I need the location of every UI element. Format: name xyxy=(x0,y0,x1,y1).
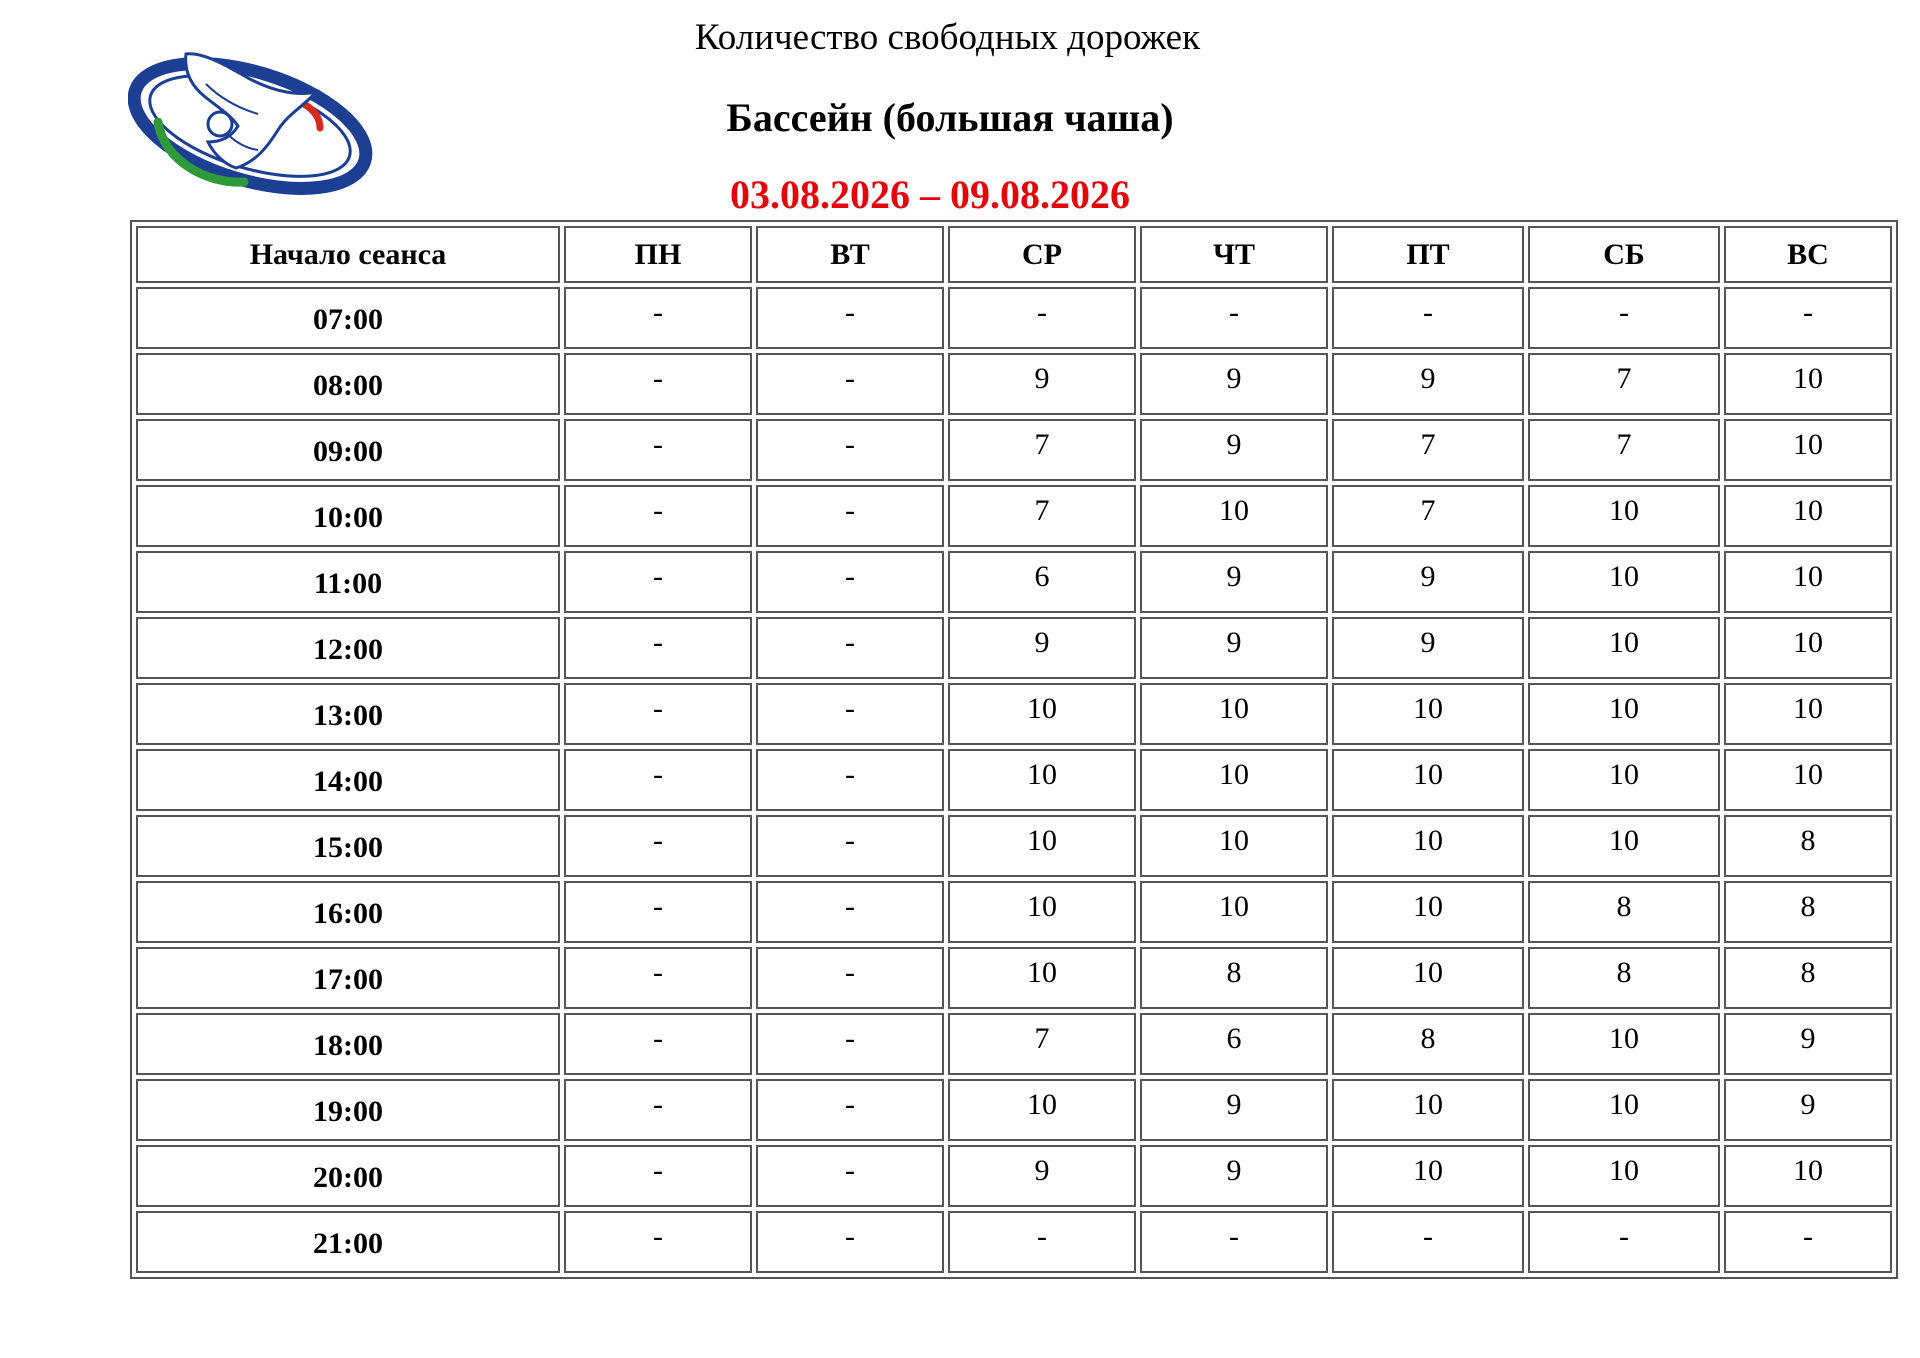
free-lanes-cell: 10 xyxy=(948,749,1136,811)
free-lanes-cell: 10 xyxy=(1332,815,1524,877)
free-lanes-cell: 8 xyxy=(1528,947,1720,1009)
free-lanes-cell: 6 xyxy=(1140,1013,1328,1075)
free-lanes-cell: 7 xyxy=(1528,419,1720,481)
free-lanes-cell: 7 xyxy=(948,419,1136,481)
table-row xyxy=(136,1013,1892,1075)
free-lanes-cell: 9 xyxy=(1140,353,1328,415)
free-lanes-cell: - xyxy=(756,551,944,613)
free-lanes-cell: - xyxy=(756,683,944,745)
table-row xyxy=(136,815,1892,877)
free-lanes-cell: 10 xyxy=(1332,881,1524,943)
free-lanes-cell: 10 xyxy=(1724,749,1892,811)
free-lanes-cell: 9 xyxy=(948,353,1136,415)
free-lanes-cell: 10 xyxy=(948,683,1136,745)
free-lanes-cell: 10 xyxy=(1528,485,1720,547)
free-lanes-cell: 9 xyxy=(1140,419,1328,481)
session-time-cell: 15:00 xyxy=(136,815,560,877)
free-lanes-cell: - xyxy=(1528,1211,1720,1273)
free-lanes-cell: - xyxy=(756,947,944,1009)
session-time-cell: 14:00 xyxy=(136,749,560,811)
free-lanes-cell: 7 xyxy=(1332,419,1524,481)
free-lanes-cell: 9 xyxy=(1332,353,1524,415)
free-lanes-cell: 7 xyxy=(1528,353,1720,415)
free-lanes-cell: 10 xyxy=(1332,683,1524,745)
table-row xyxy=(136,1079,1892,1141)
free-lanes-cell: - xyxy=(756,881,944,943)
free-lanes-cell: 10 xyxy=(948,881,1136,943)
session-time-cell: 09:00 xyxy=(136,419,560,481)
table-row xyxy=(136,749,1892,811)
free-lanes-cell: 10 xyxy=(948,815,1136,877)
free-lanes-cell: - xyxy=(564,881,752,943)
free-lanes-cell: 10 xyxy=(948,947,1136,1009)
free-lanes-cell: 10 xyxy=(1528,1013,1720,1075)
free-lanes-cell: 10 xyxy=(1528,1079,1720,1141)
session-time-cell: 07:00 xyxy=(136,287,560,349)
document-title: Количество свободных дорожек xyxy=(694,17,1201,58)
free-lanes-cell: - xyxy=(1332,1211,1524,1273)
column-header-mon: ПН xyxy=(564,226,752,283)
session-time-cell: 10:00 xyxy=(136,485,560,547)
table-row xyxy=(136,617,1892,679)
free-lanes-cell: 10 xyxy=(1332,749,1524,811)
free-lanes-cell: 10 xyxy=(1332,947,1524,1009)
table-row xyxy=(136,947,1892,1009)
column-header-session-start: Начало сеанса xyxy=(136,226,560,283)
free-lanes-cell: - xyxy=(756,1013,944,1075)
free-lanes-cell: - xyxy=(564,287,752,349)
free-lanes-cell: - xyxy=(564,815,752,877)
free-lanes-cell: 10 xyxy=(1724,419,1892,481)
free-lanes-cell: 7 xyxy=(948,485,1136,547)
free-lanes-cell: - xyxy=(564,353,752,415)
table-row xyxy=(136,881,1892,943)
free-lanes-cell: 10 xyxy=(1332,1079,1524,1141)
free-lanes-cell: - xyxy=(1724,1211,1892,1273)
free-lanes-cell: - xyxy=(756,287,944,349)
session-time-cell: 20:00 xyxy=(136,1145,560,1207)
free-lanes-cell: 9 xyxy=(1332,617,1524,679)
free-lanes-cell: - xyxy=(564,617,752,679)
free-lanes-cell: 10 xyxy=(1332,1145,1524,1207)
free-lanes-cell: - xyxy=(564,485,752,547)
free-lanes-cell: 10 xyxy=(1528,683,1720,745)
table-header-row xyxy=(136,226,1892,283)
table-row xyxy=(136,353,1892,415)
free-lanes-cell: - xyxy=(756,353,944,415)
session-time-cell: 16:00 xyxy=(136,881,560,943)
free-lanes-cell: - xyxy=(1140,287,1328,349)
table-row xyxy=(136,485,1892,547)
date-range: 03.08.2026 – 09.08.2026 xyxy=(730,172,1130,217)
free-lanes-cell: 10 xyxy=(1724,551,1892,613)
free-lanes-cell: - xyxy=(756,749,944,811)
session-time-cell: 08:00 xyxy=(136,353,560,415)
free-lanes-cell: 8 xyxy=(1140,947,1328,1009)
free-lanes-cell: 10 xyxy=(1528,551,1720,613)
table-row xyxy=(136,1145,1892,1207)
column-header-wed: СР xyxy=(948,226,1136,283)
free-lanes-cell: - xyxy=(756,815,944,877)
free-lanes-cell: 10 xyxy=(1724,683,1892,745)
free-lanes-cell: 8 xyxy=(1724,947,1892,1009)
free-lanes-cell: - xyxy=(564,551,752,613)
lanes-schedule-table xyxy=(130,220,1898,1279)
free-lanes-cell: 9 xyxy=(1140,1079,1328,1141)
free-lanes-cell: 9 xyxy=(1724,1013,1892,1075)
free-lanes-cell: - xyxy=(1724,287,1892,349)
free-lanes-cell: - xyxy=(564,947,752,1009)
free-lanes-cell: 10 xyxy=(1724,485,1892,547)
free-lanes-cell: 9 xyxy=(1724,1079,1892,1141)
free-lanes-cell: 10 xyxy=(1140,815,1328,877)
column-header-sat: СБ xyxy=(1528,226,1720,283)
free-lanes-cell: - xyxy=(564,749,752,811)
table-row xyxy=(136,551,1892,613)
free-lanes-cell: 10 xyxy=(1528,1145,1720,1207)
table-body xyxy=(136,287,1892,1273)
free-lanes-cell: - xyxy=(564,1079,752,1141)
free-lanes-cell: 6 xyxy=(948,551,1136,613)
free-lanes-cell: - xyxy=(756,419,944,481)
free-lanes-cell: 9 xyxy=(948,1145,1136,1207)
session-time-cell: 19:00 xyxy=(136,1079,560,1141)
session-time-cell: 17:00 xyxy=(136,947,560,1009)
session-time-cell: 18:00 xyxy=(136,1013,560,1075)
free-lanes-cell: - xyxy=(948,287,1136,349)
free-lanes-cell: 10 xyxy=(1528,617,1720,679)
free-lanes-cell: - xyxy=(564,1145,752,1207)
free-lanes-cell: 10 xyxy=(1724,353,1892,415)
free-lanes-cell: 10 xyxy=(1140,749,1328,811)
free-lanes-cell: - xyxy=(564,419,752,481)
free-lanes-cell: 10 xyxy=(1140,881,1328,943)
free-lanes-cell: 10 xyxy=(948,1079,1136,1141)
free-lanes-cell: 10 xyxy=(1724,617,1892,679)
column-header-thu: ЧТ xyxy=(1140,226,1328,283)
free-lanes-cell: 9 xyxy=(1140,551,1328,613)
document-subtitle: Бассейн (большая чаша) xyxy=(726,95,1174,140)
free-lanes-cell: - xyxy=(756,1079,944,1141)
free-lanes-cell: 9 xyxy=(1140,617,1328,679)
free-lanes-cell: 10 xyxy=(1140,485,1328,547)
session-time-cell: 11:00 xyxy=(136,551,560,613)
free-lanes-cell: 9 xyxy=(1140,1145,1328,1207)
free-lanes-cell: - xyxy=(564,683,752,745)
free-lanes-cell: - xyxy=(756,1145,944,1207)
column-header-fri: ПТ xyxy=(1332,226,1524,283)
free-lanes-cell: 10 xyxy=(1528,815,1720,877)
free-lanes-cell: - xyxy=(564,1211,752,1273)
free-lanes-cell: 10 xyxy=(1140,683,1328,745)
session-time-cell: 21:00 xyxy=(136,1211,560,1273)
free-lanes-cell: - xyxy=(1528,287,1720,349)
column-header-tue: ВТ xyxy=(756,226,944,283)
free-lanes-cell: 8 xyxy=(1724,815,1892,877)
table-row xyxy=(136,1211,1892,1273)
free-lanes-cell: - xyxy=(564,1013,752,1075)
free-lanes-cell: 9 xyxy=(1332,551,1524,613)
free-lanes-cell: - xyxy=(1332,287,1524,349)
free-lanes-cell: - xyxy=(756,617,944,679)
free-lanes-cell: - xyxy=(756,1211,944,1273)
free-lanes-cell: 7 xyxy=(948,1013,1136,1075)
session-time-cell: 12:00 xyxy=(136,617,560,679)
table-row xyxy=(136,683,1892,745)
table-row xyxy=(136,287,1892,349)
free-lanes-cell: 10 xyxy=(1528,749,1720,811)
session-time-cell: 13:00 xyxy=(136,683,560,745)
free-lanes-cell: 8 xyxy=(1724,881,1892,943)
free-lanes-cell: 8 xyxy=(1528,881,1720,943)
free-lanes-cell: - xyxy=(1140,1211,1328,1273)
free-lanes-cell: 8 xyxy=(1332,1013,1524,1075)
free-lanes-cell: 9 xyxy=(948,617,1136,679)
free-lanes-cell: 7 xyxy=(1332,485,1524,547)
column-header-sun: ВС xyxy=(1724,226,1892,283)
table-row xyxy=(136,419,1892,481)
free-lanes-cell: 10 xyxy=(1724,1145,1892,1207)
free-lanes-cell: - xyxy=(756,485,944,547)
free-lanes-cell: - xyxy=(948,1211,1136,1273)
